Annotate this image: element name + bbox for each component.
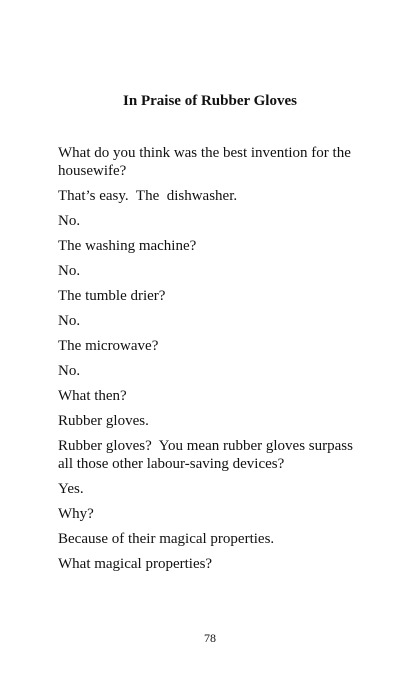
paragraph-14: Why? bbox=[58, 506, 94, 522]
chapter-body bbox=[58, 144, 368, 580]
paragraph-4: The washing machine? bbox=[58, 238, 197, 254]
paragraph-13: Yes. bbox=[58, 481, 84, 497]
paragraph-16: What magical properties? bbox=[58, 556, 213, 572]
paragraph-5: No. bbox=[58, 263, 81, 279]
paragraph-15: Because of their magical properties. bbox=[58, 531, 275, 547]
page-number: 78 bbox=[204, 631, 216, 645]
paragraph-2: That’s easy. The dishwasher. bbox=[58, 188, 238, 204]
paragraph-11: Rubber gloves. bbox=[58, 413, 149, 429]
paragraph-1: What do you think was the best invention for the housewife? bbox=[58, 145, 355, 179]
paragraph-9: No. bbox=[58, 363, 81, 379]
paragraph-10: What then? bbox=[58, 388, 127, 404]
paragraph-6: The tumble drier? bbox=[58, 288, 166, 304]
paragraph-12: Rubber gloves? You mean rubber gloves surpass all those other labour-saving devices? bbox=[58, 438, 357, 472]
paragraph-8: The microwave? bbox=[58, 338, 159, 354]
paragraph-7: No. bbox=[58, 313, 81, 329]
chapter-title: In Praise of Rubber Gloves bbox=[123, 93, 297, 109]
paragraph-3: No. bbox=[58, 213, 81, 229]
